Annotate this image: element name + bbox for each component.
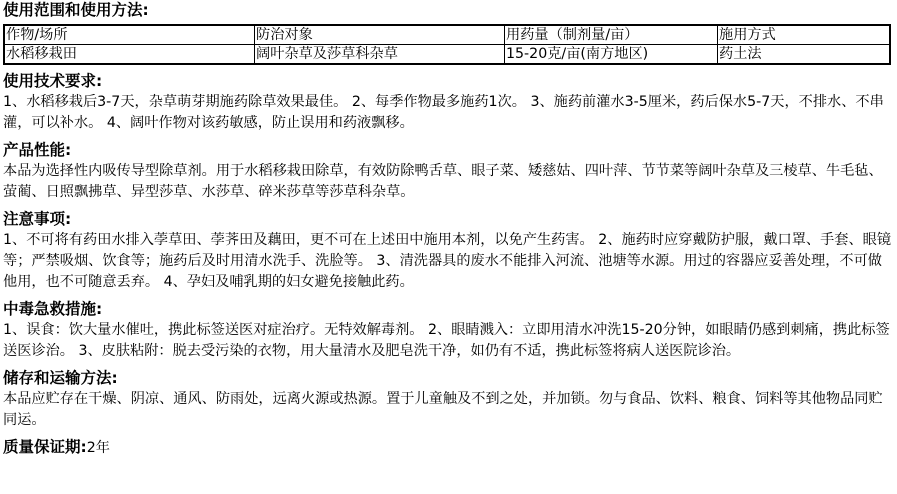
- product-performance-title: 产品性能:: [3, 141, 72, 159]
- product-performance-text: 本品为选择性内吸传导型除草剂。用于水稻移栽田除草，有效防除鸭舌草、眼子菜、矮慈姑、四叶萍、节节菜等阔叶杂草及三棱草、牛毛毡、萤蔺、日照飘拂草、异型莎草、水莎草、碎米莎草等莎草科杂草。: [3, 163, 883, 200]
- precautions-title: 注意事项:: [3, 210, 72, 228]
- usage-table: [3, 24, 891, 65]
- cell-method: 药土法: [718, 45, 891, 65]
- cell-target: 阔叶杂草及莎草科杂草: [255, 45, 505, 65]
- storage-transport-text: 本品应贮存在干燥、阴凉、通风、防雨处，远离火源或热源。置于儿童触及不到之处，并加锁。勿与食品、饮料、粮食、饲料等其他物品同贮同运。: [3, 391, 883, 428]
- header-dosage: 用药量（制剂量/亩）: [505, 25, 718, 45]
- header-target: 防治对象: [255, 25, 505, 45]
- warranty-value: 2年: [86, 440, 110, 456]
- technical-requirements-title: 使用技术要求:: [3, 72, 103, 90]
- header-method: 施用方式: [718, 25, 891, 45]
- storage-transport-title: 储存和运输方法:: [3, 369, 118, 387]
- usage-section-title: 使用范围和使用方法:: [3, 1, 149, 19]
- technical-requirements-text: 1、水稻移栽后3-7天，杂草萌芽期施药除草效果最佳。 2、每季作物最多施药1次。 3、施药前灌水3-5厘米，药后保水5-7天，不排水、不串灌，可以补水。 4、阔叶作物对该药敏感，防止误用和药液飘移。: [3, 94, 884, 131]
- cell-crop: 水稻移栽田: [4, 45, 255, 65]
- warranty-line: [3, 437, 893, 459]
- usage-table-row: [4, 45, 890, 65]
- product-label-document: [3, 0, 893, 459]
- header-crop: 作物/场所: [4, 25, 255, 45]
- precautions-text: 1、不可将有药田水排入荸草田、荸荠田及藕田，更不可在上述田中施用本剂，以免产生药害。 2、施药时应穿戴防护服，戴口罩、手套、眼镜等；严禁吸烟、饮食等；施药后及时用清水洗手、洗脸等。 3、清洗器具的废水不能排入河流、池塘等水源。用过的容器应妥善处理，不可做他用，也不可随意丢弃。 4、孕妇及哺乳期的妇女避免接触此药。: [3, 232, 892, 290]
- usage-table-header-row: [4, 25, 890, 45]
- warranty-title: 质量保证期:: [3, 438, 87, 456]
- first-aid-title: 中毒急救措施:: [3, 300, 103, 318]
- first-aid-text: 1、误食：饮大量水催吐，携此标签送医对症治疗。无特效解毒剂。 2、眼睛溅入：立即用清水冲洗15-20分钟，如眼睛仍感到刺痛，携此标签送医诊治。 3、皮肤粘附：脱去受污染的衣物，用大量清水及肥皂洗干净，如仍有不适，携此标签将病人送医院诊治。: [3, 322, 890, 359]
- cell-dosage: 15-20克/亩(南方地区): [505, 45, 718, 65]
